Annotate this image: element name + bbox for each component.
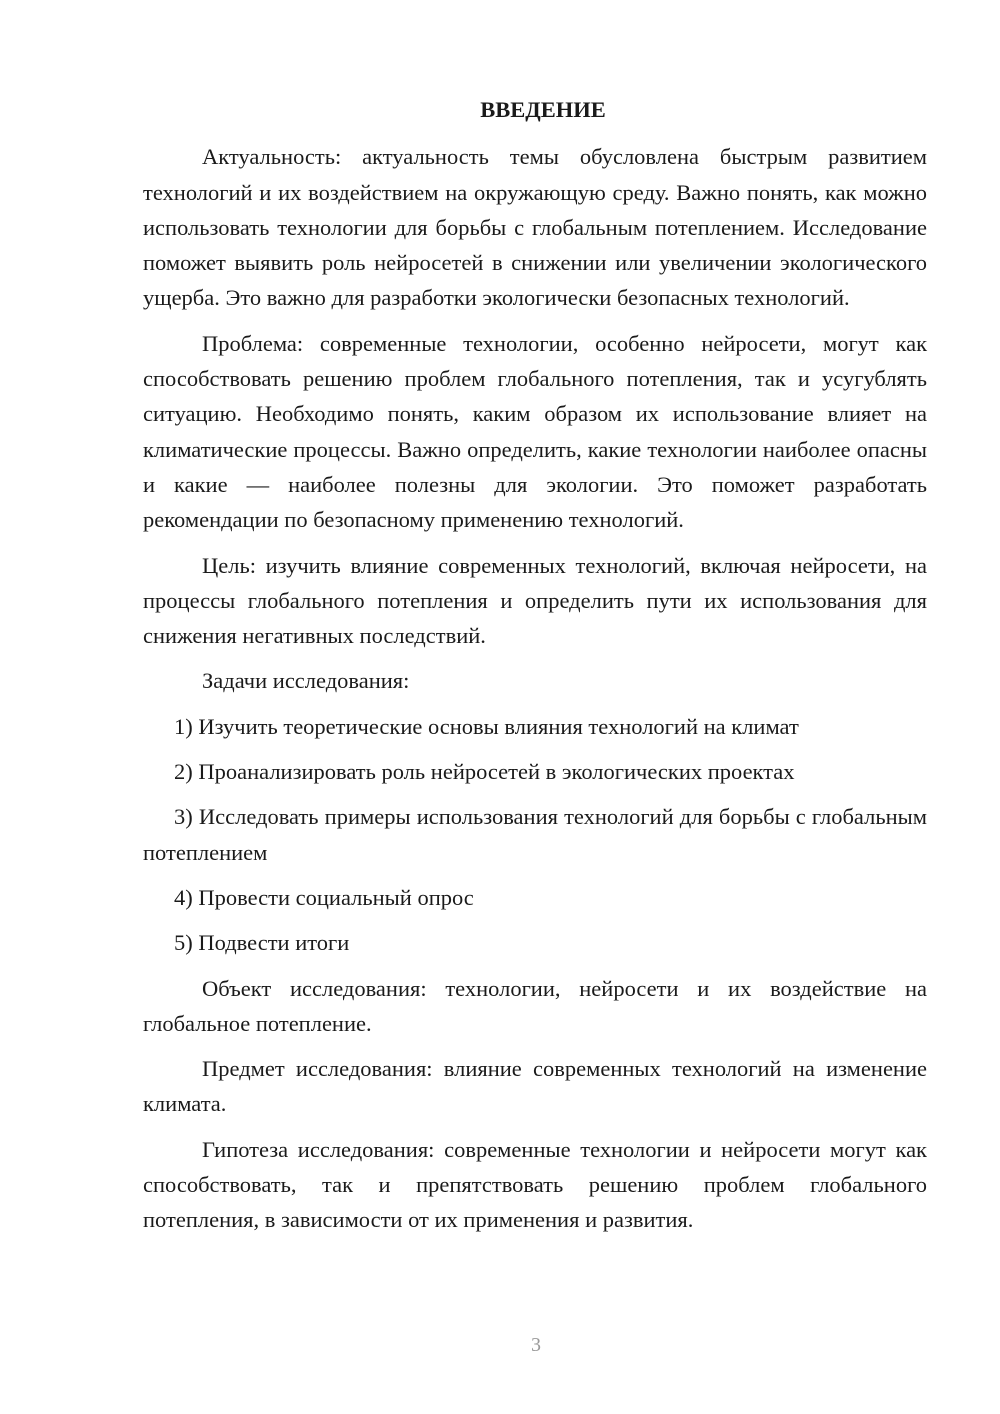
page-title: ВВЕДЕНИЕ: [480, 97, 606, 122]
task-item-2: 2) Проанализировать роль нейросетей в экологических проектах: [174, 759, 795, 785]
problem-paragraph: Проблема: современные технологии, особенно нейросети, могут как способствовать решению проблем глобального потепления, так и усугублять ситуацию. Необходимо понять, каким образом их использование влияет на климатические процессы. Важно определить, какие технологии наиболее опасны и какие — наиболее полезны для экологии. Это поможет разработать рекомендации по безопасному применению технологий.: [143, 330, 927, 533]
subject-paragraph: Предмет исследования: влияние современных технологий на изменение климата.: [143, 1056, 927, 1117]
goal-paragraph: Цель: изучить влияние современных технологий, включая нейросети, на процессы глобального потепления и определить пути их использования для снижения негативных последствий.: [143, 552, 927, 649]
document-body: [143, 92, 927, 1248]
hypothesis-paragraph: Гипотеза исследования: современные технологии и нейросети могут как способствовать, так и препятствовать решению проблем глобального потепления, в зависимости от их применения и развития.: [143, 1136, 927, 1233]
task-item-1: 1) Изучить теоретические основы влияния технологий на климат: [174, 713, 799, 739]
task-item-5: 5) Подвести итоги: [174, 930, 350, 956]
task-item-4: 4) Провести социальный опрос: [174, 884, 474, 910]
tasks-title: Задачи исследования:: [202, 668, 410, 694]
page-number: 3: [531, 1334, 541, 1356]
relevance-paragraph: Актуальность: актуальность темы обусловлена быстрым развитием технологий и их воздействием на окружающую среду. Важно понять, как можно использовать технологии для борьбы с глобальным потеплением. Исследование поможет выявить роль нейросетей в снижении или увеличении экологического ущерба. Это важно для разработки экологически безопасных технологий.: [143, 144, 927, 311]
object-paragraph: Объект исследования: технологии, нейросети и их воздействие на глобальное потепление.: [143, 975, 927, 1036]
task-item-3: 3) Исследовать примеры использования технологий для борьбы с глобальным потеплением: [143, 804, 927, 865]
